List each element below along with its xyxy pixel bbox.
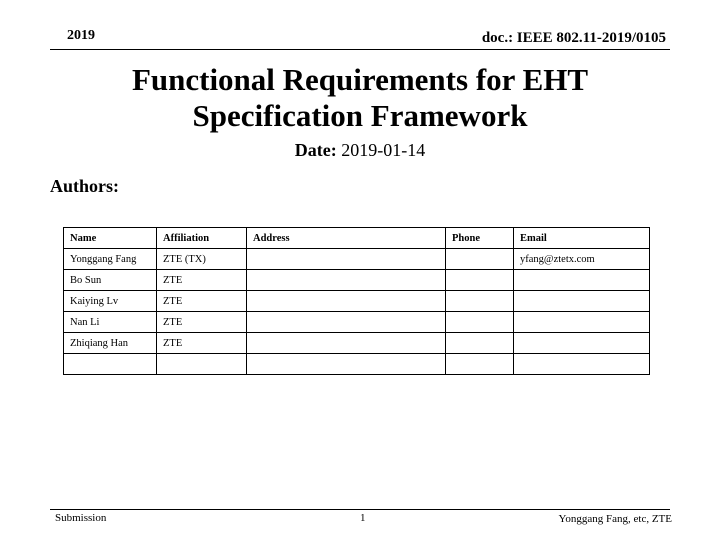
cell-phone bbox=[446, 354, 514, 375]
cell-phone bbox=[446, 249, 514, 270]
cell-affiliation: ZTE bbox=[157, 333, 247, 354]
title-line-2: Specification Framework bbox=[192, 98, 528, 133]
cell-name: Kaiying Lv bbox=[64, 291, 157, 312]
cell-address bbox=[247, 291, 446, 312]
cell-phone bbox=[446, 312, 514, 333]
date-label: Date: bbox=[294, 140, 337, 160]
cell-address bbox=[247, 354, 446, 375]
table-row bbox=[64, 270, 650, 291]
col-header-phone: Phone bbox=[446, 228, 514, 249]
cell-phone bbox=[446, 291, 514, 312]
cell-email: yfang@ztetx.com bbox=[514, 249, 650, 270]
cell-affiliation: ZTE bbox=[157, 270, 247, 291]
cell-affiliation: ZTE (TX) bbox=[157, 249, 247, 270]
col-header-affiliation: Affiliation bbox=[157, 228, 247, 249]
header-doc-id: doc.: IEEE 802.11-2019/0105 bbox=[481, 30, 666, 46]
cell-phone bbox=[446, 270, 514, 291]
table-row bbox=[64, 333, 650, 354]
cell-email bbox=[514, 354, 650, 375]
cell-email bbox=[514, 291, 650, 312]
cell-name bbox=[64, 354, 157, 375]
footer-rule bbox=[50, 509, 670, 510]
cell-address bbox=[247, 333, 446, 354]
footer-submission: Submission bbox=[55, 512, 107, 524]
cell-email bbox=[514, 333, 650, 354]
cell-address bbox=[247, 312, 446, 333]
footer-author: Yonggang Fang, etc, ZTE bbox=[558, 513, 672, 525]
slide-title bbox=[0, 62, 720, 134]
col-header-address: Address bbox=[247, 228, 446, 249]
title-line-1: Functional Requirements for EHT bbox=[131, 62, 589, 97]
cell-address bbox=[247, 249, 446, 270]
date-line bbox=[0, 140, 720, 161]
header-year: 2019 bbox=[67, 28, 95, 43]
col-header-email: Email bbox=[514, 228, 650, 249]
table-row bbox=[64, 291, 650, 312]
table-header-row bbox=[64, 228, 650, 249]
cell-email bbox=[514, 270, 650, 291]
authors-label: Authors: bbox=[50, 176, 120, 196]
cell-name: Nan Li bbox=[64, 312, 157, 333]
table-row bbox=[64, 249, 650, 270]
table-row bbox=[64, 312, 650, 333]
authors-table bbox=[63, 227, 650, 375]
cell-affiliation: ZTE bbox=[157, 291, 247, 312]
cell-name: Bo Sun bbox=[64, 270, 157, 291]
cell-affiliation: ZTE bbox=[157, 312, 247, 333]
cell-name: Yonggang Fang bbox=[64, 249, 157, 270]
cell-address bbox=[247, 270, 446, 291]
cell-phone bbox=[446, 333, 514, 354]
date-value: 2019-01-14 bbox=[341, 140, 426, 160]
cell-name: Zhiqiang Han bbox=[64, 333, 157, 354]
cell-affiliation bbox=[157, 354, 247, 375]
cell-email bbox=[514, 312, 650, 333]
header-rule bbox=[50, 49, 670, 50]
col-header-name: Name bbox=[64, 228, 157, 249]
footer-page-number: 1 bbox=[360, 512, 366, 524]
table-row bbox=[64, 354, 650, 375]
